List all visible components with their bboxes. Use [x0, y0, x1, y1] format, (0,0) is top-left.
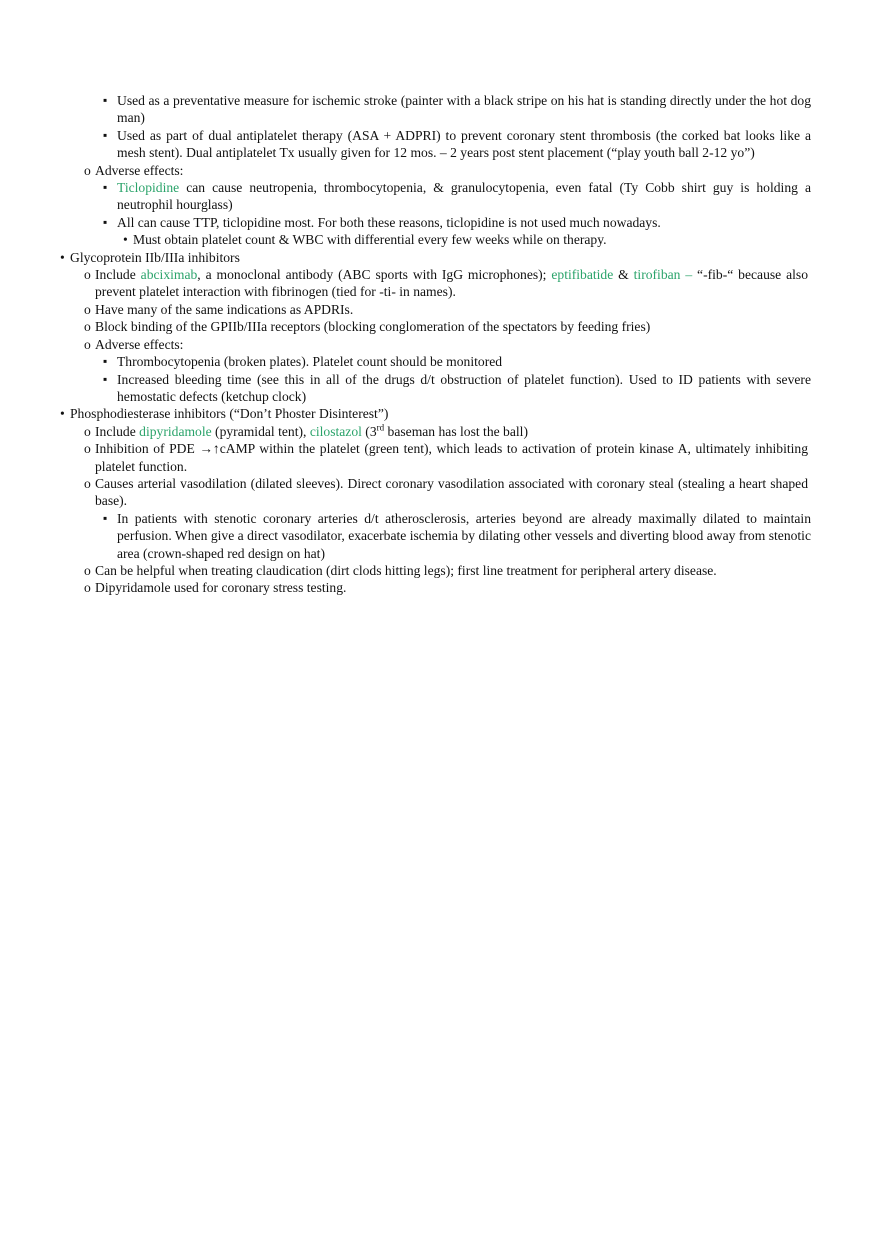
circle-bullet-icon: o	[84, 319, 91, 335]
list-item	[0, 127, 811, 162]
section-heading	[0, 405, 822, 422]
item-text: In patients with stenotic coronary arteries d/t atherosclerosis, arteries beyond are already maximally dilated to maintain perfusion. When give a direct vasodilator, exacerbate ischemia by dilating other vessels and diverting blood away from stenotic area (crown-shaped red design on hat)	[117, 510, 811, 561]
item-text: (3	[361, 423, 377, 439]
item-text: Block binding of the GPIIb/IIIa receptors (blocking conglomeration of the spectators by feeding fries)	[95, 319, 651, 335]
drug-name-cilostazol: cilostazol	[309, 423, 362, 439]
list-item	[0, 562, 808, 579]
list-item	[0, 92, 811, 127]
item-text: Can be helpful when treating claudication (dirt clods hitting legs); first line treatment for peripheral artery disease.	[95, 562, 717, 578]
item-text: Increased bleeding time (see this in all of the drugs d/t obstruction of platelet function). Used to ID patients with severe hemostatic defects (ketchup clock)	[117, 371, 811, 404]
list-item	[0, 231, 811, 248]
list-item	[0, 179, 811, 214]
list-item	[0, 440, 808, 475]
list-item	[0, 266, 808, 301]
circle-bullet-icon: o	[84, 162, 91, 178]
item-text: Used as part of dual antiplatelet therapy (ASA + ADPRI) to prevent coronary stent thrombosis (the corked bat looks like a mesh stent). Dual antiplatelet Tx usually given for 12 mos. – 2 years post stent placement (“play youth ball 2-12 yo”)	[117, 127, 811, 161]
item-text: Have many of the same indications as APDRIs.	[95, 301, 354, 317]
list-item	[0, 162, 808, 179]
item-text: Used as a preventative measure for ischemic stroke (painter with a black stripe on his hat is standing directly under the hot dog man)	[117, 93, 811, 126]
superscript: rd	[376, 422, 385, 433]
drug-name-ticlopidine: Ticlopidine	[117, 180, 180, 196]
square-bullet-icon: ▪	[103, 354, 108, 369]
list-item	[0, 353, 811, 370]
item-text: Glycoprotein IIb/IIIa inhibitors	[70, 249, 240, 265]
item-text: Adverse effects:	[95, 336, 184, 352]
list-item	[0, 301, 808, 318]
bullet-icon: •	[123, 232, 128, 248]
item-text: Phosphodiesterase inhibitors (“Don’t Phoster Disinterest”)	[70, 406, 389, 422]
bullet-icon: •	[60, 249, 65, 265]
square-bullet-icon: ▪	[103, 93, 108, 107]
drug-name-abciximab: abciximab	[140, 267, 198, 283]
circle-bullet-icon: o	[84, 423, 91, 439]
list-item	[0, 423, 808, 440]
circle-bullet-icon: o	[84, 267, 91, 283]
list-item	[0, 336, 808, 353]
circle-bullet-icon: o	[84, 301, 91, 317]
item-text: can cause neutropenia, thrombocytopenia, & granulocytopenia, even fatal (Ty Cobb shirt guy is holding a neutrophil hourglass)	[117, 180, 811, 213]
item-text: All can cause TTP, ticlopidine most. For both these reasons, ticlopidine is not used much nowadays.	[117, 214, 661, 230]
item-text: , a monoclonal antibody (ABC sports with IgG microphones);	[197, 267, 552, 283]
circle-bullet-icon: o	[84, 562, 91, 578]
list-item	[0, 371, 811, 406]
list-item	[0, 318, 808, 335]
item-text: Causes arterial vasodilation (dilated sleeves). Direct coronary vasodilation associated with coronary steal (stealing a heart shaped base).	[95, 475, 808, 509]
item-text: Include	[95, 267, 141, 283]
item-text: baseman has lost the ball)	[384, 423, 528, 439]
item-text: Include	[95, 423, 140, 439]
item-text: Thrombocytopenia (broken plates). Platelet count should be monitored	[117, 354, 503, 370]
item-text: Adverse effects:	[95, 162, 184, 178]
square-bullet-icon: ▪	[103, 180, 108, 195]
bullet-icon: •	[60, 406, 65, 422]
item-text: Dipyridamole used for coronary stress testing.	[95, 580, 347, 596]
drug-name-eptifibatide: eptifibatide	[551, 267, 614, 283]
square-bullet-icon: ▪	[103, 371, 108, 386]
circle-bullet-icon: o	[84, 580, 91, 596]
list-item	[0, 510, 811, 562]
section-heading	[0, 249, 822, 266]
square-bullet-icon: ▪	[103, 127, 108, 142]
drug-name-tirofiban: tirofiban	[633, 267, 681, 283]
item-text: &	[613, 267, 634, 283]
circle-bullet-icon: o	[84, 336, 91, 352]
item-text: –	[680, 267, 693, 283]
item-text: “-fib-“ because also prevent platelet interaction with fibrinogen (tied for -ti- in names).	[95, 267, 808, 300]
item-text: (pyramidal tent),	[211, 423, 310, 439]
circle-bullet-icon: o	[84, 475, 91, 491]
circle-bullet-icon: o	[84, 441, 91, 457]
item-text: Inhibition of PDE →↑cAMP within the platelet (green tent), which leads to activation of protein kinase A, ultimately inhibiting platelet function.	[95, 441, 808, 474]
list-item	[0, 214, 811, 231]
item-text: Must obtain platelet count & WBC with differential every few weeks while on therapy.	[133, 232, 607, 248]
square-bullet-icon: ▪	[103, 510, 108, 525]
document-page	[0, 92, 880, 597]
list-item	[0, 475, 808, 510]
list-item	[0, 579, 808, 596]
drug-name-dipyridamole: dipyridamole	[139, 423, 212, 439]
square-bullet-icon: ▪	[103, 214, 108, 229]
